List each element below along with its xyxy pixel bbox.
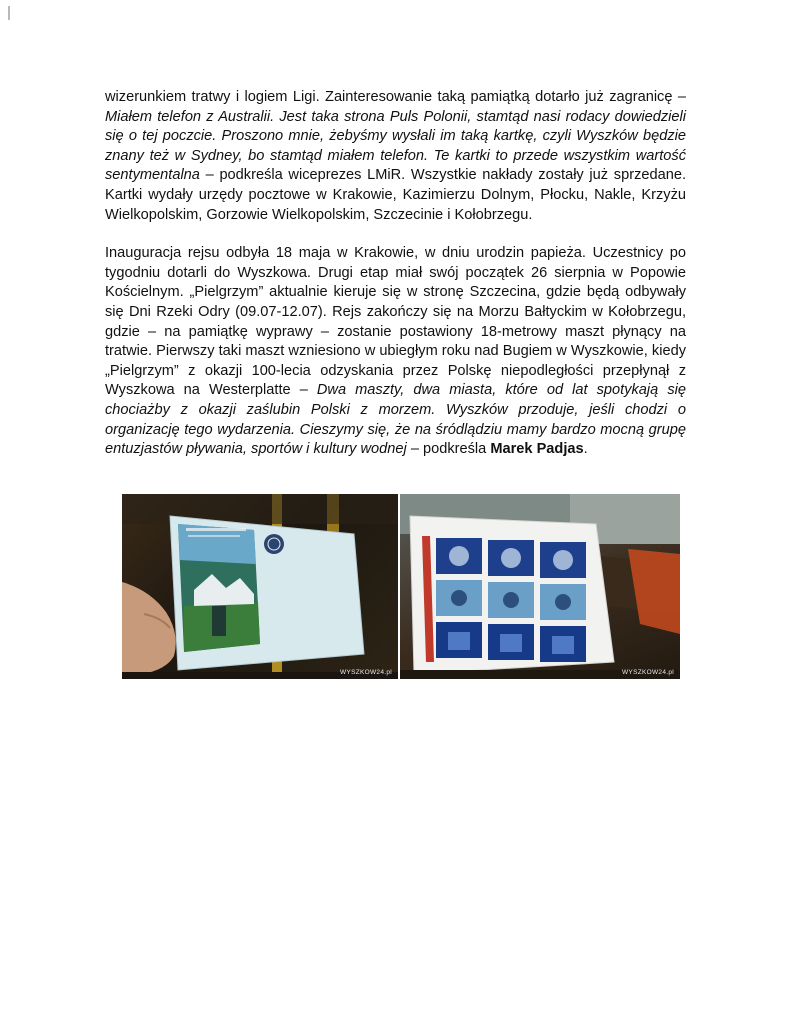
- postcard-illustration: [122, 494, 398, 679]
- document-body: [105, 88, 686, 460]
- photo-postcard: [122, 494, 398, 679]
- photo-stamp-sheet: [400, 494, 680, 679]
- author-name: Marek Padjas: [490, 441, 584, 458]
- paragraph-1-text-2: – podkreśla wiceprezes LMiR. Wszystkie nakłady zostały już sprzedane. Kartki wydały urzędy pocztowe w Krakowie, Kazimierzu Dolnym, Płocku, Nakle, Krzyżu Wielkopolskim, Gorzowie Wielkopolskim, Szczecinie i Kołobrzegu.: [105, 167, 686, 223]
- photo-strip: [122, 494, 680, 679]
- photo-postcard-watermark: WYSZKOW24.pl: [340, 669, 392, 676]
- paragraph-1-quote: Miałem telefon z Australii. Jest taka strona Puls Polonii, stamtąd nasi rodacy dowiedzieli się o tej poczcie. Proszono mnie, żebyśmy wysłali im taką kartkę, czyli Wyszków będzie znany też w Sydney, bo stamtąd miałem telefon. Te kartki to przede wszystkim wartość sentymentalna: [105, 108, 686, 184]
- paragraph-2: [105, 244, 686, 460]
- stamp-sheet-illustration: [400, 494, 680, 679]
- paragraph-1-text-1: wizerunkiem tratwy i logiem Ligi. Zainteresowanie taką pamiątką dotarło już zagranicę –: [105, 89, 686, 105]
- scan-artifact-mark: [8, 6, 10, 20]
- paragraph-2-text-1: Inauguracja rejsu odbyła 18 maja w Krakowie, w dniu urodzin papieża. Uczestnicy po tygodniu dotarli do Wyszkowa. Drugi etap miał swój początek 26 sierpnia w Popowie Kościelnym. „Pielgrzym” aktualnie kieruje się w stronę Szczecina, gdzie będą odbywały się Dni Rzeki Odry (09.07-12.07). Rejs zakończy się na Morzu Bałtyckim w Kołobrzegu, gdzie – na pamiątkę wyprawy – zostanie postawiony 18-metrowy maszt płynący na tratwie. Pierwszy taki maszt wzniesiono w ubiegłym roku nad Bugiem w Wyszkowie, kiedy „Pielgrzym” z okazji 100-lecia odzyskania przez Polskę niepodległości przepłynął z Wyszkowa na Westerplatte –: [105, 245, 686, 399]
- paragraph-2-quote: Dwa maszty, dwa miasta, które od lat spotykają się chociażby z okazji zaślubin Polski z morzem. Wyszków przoduje, jeśli chodzi o organizację tego wydarzenia. Cieszymy się, że na śródlądziu mamy bardzo mocną grupę entuzjastów pływania, sportów i kultury wodnej: [105, 382, 686, 458]
- paragraph-2-text-2: – podkreśla: [406, 441, 491, 458]
- paragraph-1: [105, 88, 686, 225]
- paragraph-2-end: .: [583, 441, 588, 458]
- photo-stamp-sheet-watermark: WYSZKOW24.pl: [622, 669, 674, 676]
